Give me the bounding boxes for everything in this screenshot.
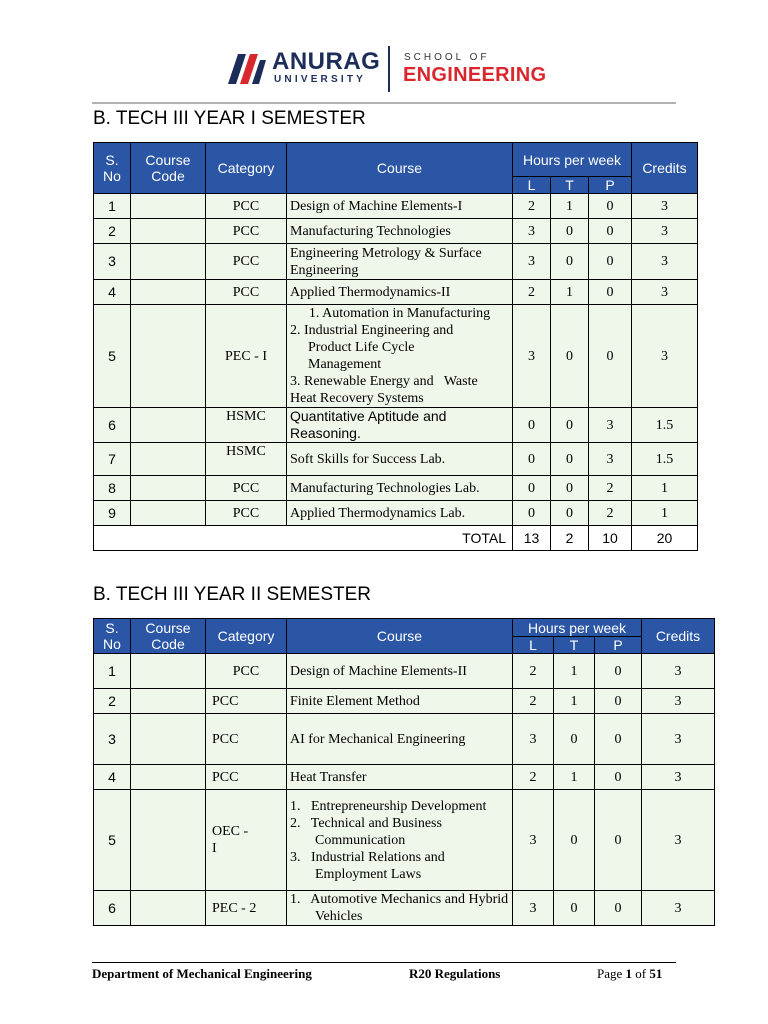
list-item: 1. Entrepreneurship Development	[290, 798, 487, 814]
table-row	[94, 194, 698, 219]
total-row	[94, 526, 698, 551]
cell-credits: 3	[632, 219, 698, 244]
cell-sno: 1	[94, 194, 131, 219]
cell-code	[131, 790, 206, 891]
cell-p: 2	[589, 501, 632, 526]
cell-course: Heat Transfer	[287, 765, 513, 790]
cell-sno: 8	[94, 476, 131, 501]
cell-credits: 3	[642, 689, 715, 714]
cell-course: Soft Skills for Success Lab.	[287, 443, 513, 476]
page-current: 1	[625, 966, 633, 981]
cell-credits: 3	[632, 280, 698, 305]
total-t: 2	[551, 526, 589, 551]
cell-sno: 6	[94, 408, 131, 443]
cell-category: HSMC	[206, 408, 287, 443]
cell-category	[206, 790, 287, 891]
cell-code	[131, 219, 206, 244]
cell-p: 3	[589, 408, 632, 443]
header-l: L	[513, 177, 551, 194]
header-sno: S. No	[94, 619, 131, 654]
semester2-title: B. TECH III YEAR II SEMESTER	[93, 584, 372, 605]
cell-credits: 3	[632, 194, 698, 219]
cell-l: 2	[513, 689, 554, 714]
cell-p: 0	[595, 790, 642, 891]
cell-course-list	[287, 790, 513, 891]
header-l: L	[513, 637, 554, 654]
cell-p: 2	[589, 476, 632, 501]
logo-subtitle: UNIVERSITY	[274, 74, 367, 85]
cell-t: 1	[554, 689, 595, 714]
cell-l: 2	[513, 654, 554, 689]
total-label: TOTAL	[94, 526, 513, 551]
cell-credits: 1	[632, 501, 698, 526]
cell-t: 1	[551, 280, 589, 305]
cell-course: Engineering Metrology & Surface Engineering	[287, 244, 513, 280]
cell-code	[131, 891, 206, 926]
list-item: Product Life Cycle	[308, 340, 415, 355]
cell-t: 0	[554, 790, 595, 891]
header-p: P	[595, 637, 642, 654]
table-row	[94, 219, 698, 244]
header-credits: Credits	[632, 143, 698, 194]
header-hours: Hours per week	[513, 619, 642, 637]
header-category: Category	[206, 143, 287, 194]
school-name: ENGINEERING	[403, 64, 547, 86]
cell-course-list	[287, 891, 513, 926]
cell-l: 0	[513, 443, 551, 476]
table-row	[94, 280, 698, 305]
cell-t: 0	[551, 501, 589, 526]
cell-sno: 4	[94, 765, 131, 790]
header-course-code: Course Code	[131, 143, 206, 194]
cell-credits: 3	[642, 714, 715, 765]
cell-category: PCC	[206, 194, 287, 219]
cell-p: 0	[589, 194, 632, 219]
cell-l: 3	[513, 305, 551, 408]
cell-p: 0	[589, 280, 632, 305]
cell-l: 2	[513, 765, 554, 790]
category-text: OEC -I	[212, 824, 249, 856]
cell-code	[131, 408, 206, 443]
cell-course-list	[287, 305, 513, 408]
cell-t: 0	[551, 219, 589, 244]
cell-sno: 7	[94, 443, 131, 476]
cell-category: PCC	[206, 476, 287, 501]
cell-t: 0	[551, 305, 589, 408]
cell-sno: 2	[94, 219, 131, 244]
total-p: 10	[589, 526, 632, 551]
table-row	[94, 765, 715, 790]
list-item: 3. Industrial Relations and Employment Laws	[290, 849, 449, 882]
cell-credits: 3	[642, 654, 715, 689]
table-row	[94, 501, 698, 526]
cell-code	[131, 476, 206, 501]
list-item: 2. Technical and Business Communication	[290, 815, 446, 848]
anurag-logo-icon	[228, 52, 266, 84]
cell-l: 3	[513, 244, 551, 280]
cell-p: 0	[595, 714, 642, 765]
cell-sno: 4	[94, 280, 131, 305]
header-t: T	[554, 637, 595, 654]
footer-department: Department of Mechanical Engineering	[92, 966, 312, 981]
page-prefix: Page	[597, 966, 626, 981]
cell-l: 0	[513, 501, 551, 526]
footer-divider	[92, 962, 676, 963]
cell-sno: 5	[94, 305, 131, 408]
cell-t: 1	[551, 194, 589, 219]
header-credits: Credits	[642, 619, 715, 654]
cell-category: PCC	[206, 501, 287, 526]
cell-credits: 3	[632, 244, 698, 280]
cell-code	[131, 765, 206, 790]
cell-course: Applied Thermodynamics-II	[287, 280, 513, 305]
cell-category: PCC	[206, 280, 287, 305]
header-sno: S. No	[94, 143, 131, 194]
semester1-table	[93, 142, 698, 551]
list-item: 1. Automotive Mechanics and Hybrid Vehicles	[290, 892, 512, 924]
table-row	[94, 689, 715, 714]
cell-category: PCC	[206, 219, 287, 244]
table-row	[94, 714, 715, 765]
cell-l: 3	[513, 891, 554, 926]
footer-regulation: R20 Regulations	[409, 966, 501, 981]
list-item: Heat Recovery Systems	[290, 391, 424, 406]
cell-category: PEC - I	[206, 305, 287, 408]
cell-p: 0	[589, 305, 632, 408]
cell-t: 0	[551, 408, 589, 443]
logo-name: ANURAG	[272, 48, 381, 75]
cell-credits: 3	[642, 790, 715, 891]
cell-code	[131, 501, 206, 526]
cell-category: PCC	[206, 244, 287, 280]
page-of: of	[632, 966, 650, 981]
list-item: Management	[308, 357, 382, 372]
cell-l: 0	[513, 476, 551, 501]
cell-category: HSMC	[206, 443, 287, 476]
cell-sno: 5	[94, 790, 131, 891]
header-course: Course	[287, 143, 513, 194]
cell-p: 0	[589, 219, 632, 244]
total-l: 13	[513, 526, 551, 551]
cell-sno: 6	[94, 891, 131, 926]
cell-course: Applied Thermodynamics Lab.	[287, 501, 513, 526]
semester2-table	[93, 618, 715, 926]
cell-l: 0	[513, 408, 551, 443]
cell-code	[131, 305, 206, 408]
cell-course: Finite Element Method	[287, 689, 513, 714]
total-credits: 20	[632, 526, 698, 551]
header-hours: Hours per week	[513, 143, 632, 177]
cell-p: 0	[589, 244, 632, 280]
cell-credits: 3	[632, 305, 698, 408]
page-total: 51	[649, 966, 663, 981]
cell-course: AI for Mechanical Engineering	[287, 714, 513, 765]
cell-category: PEC - 2	[206, 891, 287, 926]
cell-t: 1	[554, 765, 595, 790]
header-t: T	[551, 177, 589, 194]
header-divider	[92, 102, 676, 104]
cell-sno: 3	[94, 244, 131, 280]
school-label: SCHOOL OF	[404, 52, 490, 63]
cell-t: 0	[551, 244, 589, 280]
cell-category: PCC	[206, 714, 287, 765]
cell-p: 0	[595, 654, 642, 689]
cell-t: 0	[551, 443, 589, 476]
table-row	[94, 654, 715, 689]
cell-l: 2	[513, 194, 551, 219]
cell-t: 1	[554, 654, 595, 689]
cell-sno: 1	[94, 654, 131, 689]
cell-credits: 1	[632, 476, 698, 501]
cell-sno: 9	[94, 501, 131, 526]
table-row	[94, 443, 698, 476]
list-item: 2. Industrial Engineering and	[290, 323, 454, 338]
university-logo	[228, 48, 548, 92]
cell-p: 0	[595, 765, 642, 790]
cell-p: 3	[589, 443, 632, 476]
cell-l: 3	[513, 219, 551, 244]
header-p: P	[589, 177, 632, 194]
cell-t: 0	[554, 714, 595, 765]
cell-code	[131, 244, 206, 280]
cell-course: Design of Machine Elements-II	[287, 654, 513, 689]
cell-course: Manufacturing Technologies	[287, 219, 513, 244]
table-row	[94, 244, 698, 280]
table-row	[94, 305, 698, 408]
footer-page-number	[597, 966, 662, 982]
cell-p: 0	[595, 689, 642, 714]
cell-sno: 3	[94, 714, 131, 765]
cell-l: 3	[513, 790, 554, 891]
cell-credits: 3	[642, 891, 715, 926]
cell-course: Quantitative Aptitude and Reasoning.	[287, 408, 513, 443]
cell-credits: 1.5	[632, 408, 698, 443]
header-course: Course	[287, 619, 513, 654]
table-row	[94, 891, 715, 926]
cell-code	[131, 194, 206, 219]
cell-code	[131, 714, 206, 765]
cell-code	[131, 689, 206, 714]
header-category: Category	[206, 619, 287, 654]
cell-p: 0	[595, 891, 642, 926]
cell-category: PCC	[206, 765, 287, 790]
cell-course: Manufacturing Technologies Lab.	[287, 476, 513, 501]
cell-code	[131, 280, 206, 305]
list-item: 3. Renewable Energy and Waste	[290, 374, 478, 389]
table-row	[94, 476, 698, 501]
list-item: 1. Automation in Manufacturing	[308, 306, 491, 321]
cell-course: Design of Machine Elements-I	[287, 194, 513, 219]
cell-credits: 1.5	[632, 443, 698, 476]
cell-l: 3	[513, 714, 554, 765]
cell-category: PCC	[206, 654, 287, 689]
cell-code	[131, 443, 206, 476]
header-course-code: Course Code	[131, 619, 206, 654]
cell-t: 0	[551, 476, 589, 501]
cell-credits: 3	[642, 765, 715, 790]
cell-t: 0	[554, 891, 595, 926]
cell-sno: 2	[94, 689, 131, 714]
table-row	[94, 790, 715, 891]
table-row	[94, 408, 698, 443]
cell-l: 2	[513, 280, 551, 305]
cell-code	[131, 654, 206, 689]
logo-divider	[388, 46, 390, 92]
cell-category: PCC	[206, 689, 287, 714]
semester1-title: B. TECH III YEAR I SEMESTER	[93, 108, 366, 129]
